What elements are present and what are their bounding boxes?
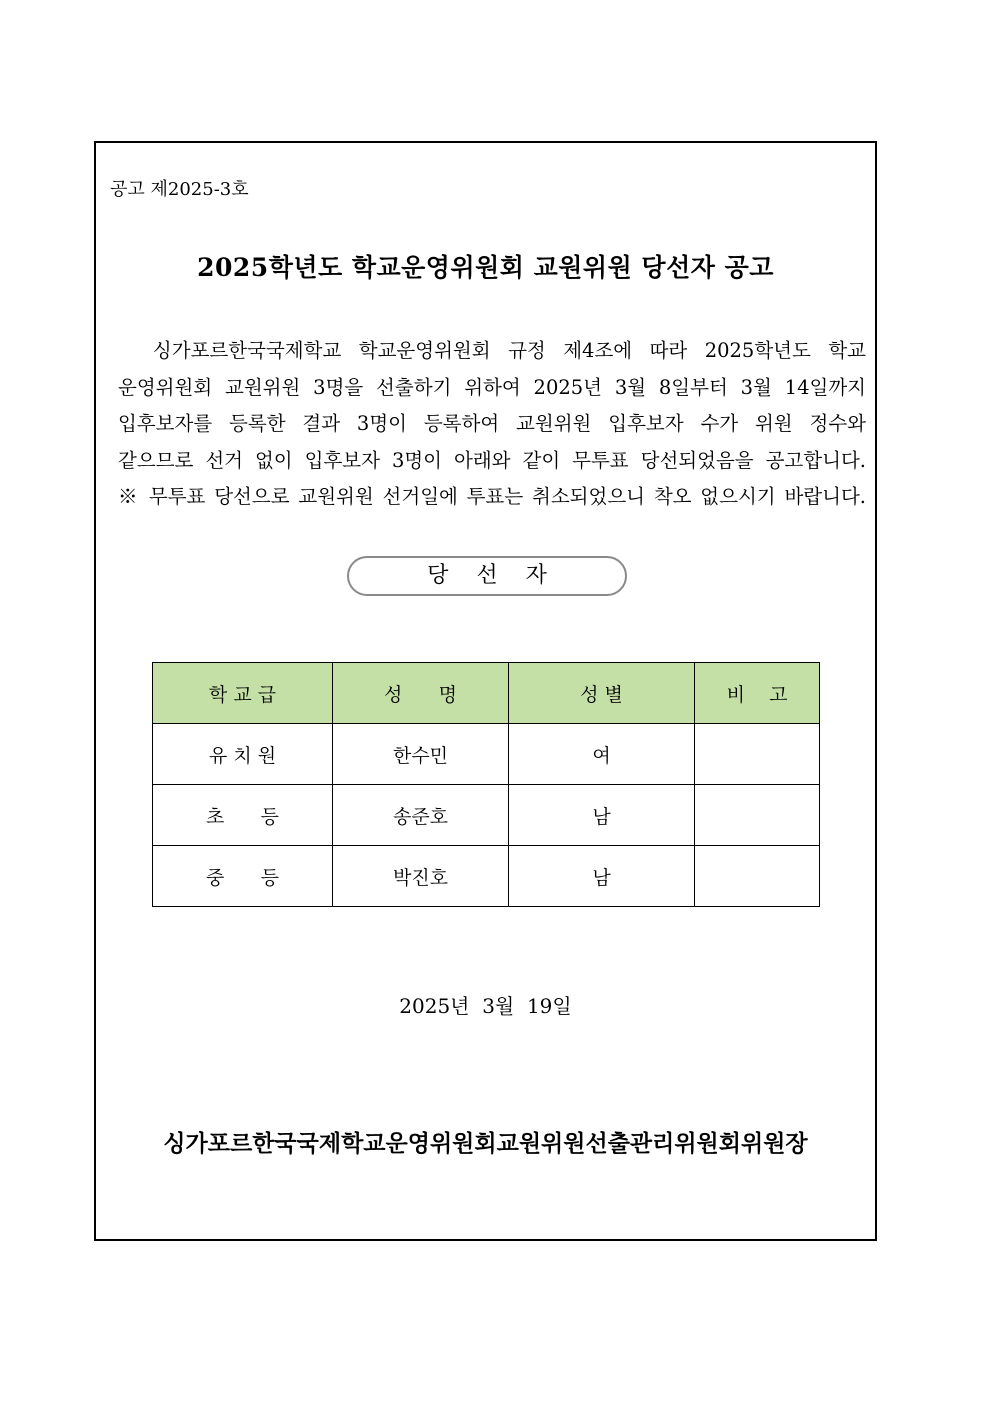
cell-name: 송준호 bbox=[333, 785, 509, 846]
table-row bbox=[153, 724, 820, 785]
signer-title: 싱가포르한국국제학교운영위원회교원위원선출관리위원회위원장 bbox=[163, 1130, 808, 1157]
cell-remarks bbox=[695, 785, 820, 846]
body-line: ※ 무투표 당선으로 교원위원 선거일에 투표는 취소되었으니 착오 없으시기 바랍니다. bbox=[118, 485, 866, 508]
cell-name: 박진호 bbox=[333, 846, 509, 907]
notice-title: 2025학년도 학교운영위원회 교원위원 당선자 공고 bbox=[197, 253, 774, 282]
cell-school-level: 초 등 bbox=[153, 785, 333, 846]
header-gender: 성 별 bbox=[509, 663, 695, 724]
body-line: 입후보자를 등록한 결과 3명이 등록하여 교원위원 입후보자 수가 위원 정수와 bbox=[118, 412, 866, 435]
cell-gender: 남 bbox=[509, 846, 695, 907]
cell-school-level: 유 치 원 bbox=[153, 724, 333, 785]
cell-remarks bbox=[695, 846, 820, 907]
body-line: 운영위원회 교원위원 3명을 선출하기 위하여 2025년 3월 8일부터 3월 14일까지 bbox=[118, 375, 866, 399]
header-name: 성 명 bbox=[333, 663, 509, 724]
notice-frame bbox=[94, 141, 877, 1241]
cell-gender: 여 bbox=[509, 724, 695, 785]
notice-body bbox=[118, 333, 866, 516]
notice-date: 2025년 3월 19일 bbox=[399, 994, 572, 1018]
cell-remarks bbox=[695, 724, 820, 785]
body-line: 같으므로 선거 없이 입후보자 3명이 아래와 같이 무투표 당선되었음을 공고합니다. bbox=[118, 448, 866, 472]
header-remarks: 비 고 bbox=[695, 663, 820, 724]
table-row bbox=[153, 846, 820, 907]
notice-number: 공고 제2025-3호 bbox=[110, 179, 249, 200]
body-line: 싱가포르한국국제학교 학교운영위원회 규정 제4조에 따라 2025학년도 학교 bbox=[118, 339, 866, 362]
cell-school-level: 중 등 bbox=[153, 846, 333, 907]
cell-name: 한수민 bbox=[333, 724, 509, 785]
table-header-row bbox=[153, 663, 820, 724]
header-school-level: 학 교 급 bbox=[153, 663, 333, 724]
winners-table bbox=[152, 662, 820, 907]
winners-section-label: 당 선 자 bbox=[347, 556, 627, 596]
table-row bbox=[153, 785, 820, 846]
cell-gender: 남 bbox=[509, 785, 695, 846]
